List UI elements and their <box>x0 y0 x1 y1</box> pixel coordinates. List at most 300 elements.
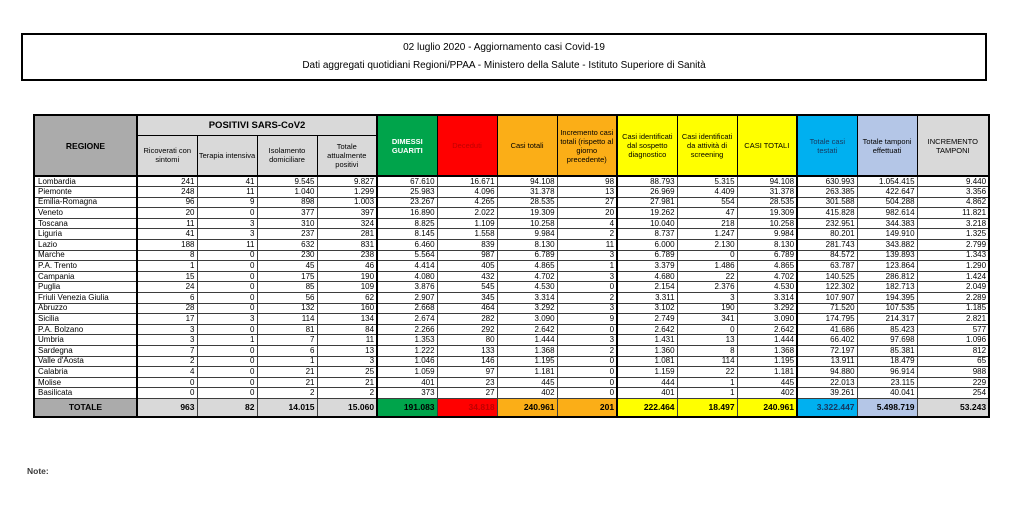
value-cell: 0 <box>197 282 257 293</box>
total-value-cell: 963 <box>137 398 197 417</box>
value-cell: 988 <box>917 367 989 378</box>
value-cell: 4.865 <box>497 261 557 272</box>
value-cell: 17 <box>137 314 197 325</box>
value-cell: 84 <box>317 324 377 335</box>
value-cell: 65 <box>917 356 989 367</box>
table-row-puglia <box>34 282 989 293</box>
col-header-incremento-tamponi: INCREMENTO TAMPONI <box>917 115 989 176</box>
value-cell: 190 <box>317 271 377 282</box>
value-cell: 190 <box>677 303 737 314</box>
col-header-ricoverati-con-sintomi: Ricoverati con sintomi <box>137 135 197 176</box>
value-cell: 3.090 <box>737 314 797 325</box>
value-cell: 324 <box>317 218 377 229</box>
total-value-cell: 14.015 <box>257 398 317 417</box>
region-cell: Molise <box>34 377 137 388</box>
value-cell: 28.535 <box>497 197 557 208</box>
col-header-totale-tamponi-effettuati: Totale tamponi effettuati <box>857 115 917 176</box>
value-cell: 229 <box>917 377 989 388</box>
value-cell: 21 <box>317 377 377 388</box>
value-cell: 39.261 <box>797 388 857 399</box>
value-cell: 85.423 <box>857 324 917 335</box>
value-cell: 1 <box>557 261 617 272</box>
value-cell: 282 <box>437 314 497 325</box>
value-cell: 2.668 <box>377 303 437 314</box>
value-cell: 6 <box>257 346 317 357</box>
value-cell: 3 <box>197 314 257 325</box>
value-cell: 2.642 <box>737 324 797 335</box>
value-cell: 0 <box>557 377 617 388</box>
value-cell: 6.460 <box>377 240 437 251</box>
value-cell: 122.302 <box>797 282 857 293</box>
region-cell: Emilia-Romagna <box>34 197 137 208</box>
value-cell: 133 <box>437 346 497 357</box>
value-cell: 0 <box>197 377 257 388</box>
total-value-cell: 5.498.719 <box>857 398 917 417</box>
value-cell: 28.535 <box>737 197 797 208</box>
value-cell: 109 <box>317 282 377 293</box>
value-cell: 1.059 <box>377 367 437 378</box>
value-cell: 85 <box>257 282 317 293</box>
value-cell: 41 <box>137 229 197 240</box>
value-cell: 218 <box>677 218 737 229</box>
value-cell: 28 <box>137 303 197 314</box>
value-cell: 8 <box>677 346 737 357</box>
region-cell: Lombardia <box>34 176 137 187</box>
value-cell: 81 <box>257 324 317 335</box>
value-cell: 72.197 <box>797 346 857 357</box>
value-cell: 812 <box>917 346 989 357</box>
total-value-cell: 15.060 <box>317 398 377 417</box>
value-cell: 281 <box>317 229 377 240</box>
value-cell: 22 <box>677 271 737 282</box>
value-cell: 3.379 <box>617 261 677 272</box>
value-cell: 10.258 <box>497 218 557 229</box>
table-row-molise <box>34 377 989 388</box>
value-cell: 4 <box>137 367 197 378</box>
value-cell: 7 <box>257 335 317 346</box>
value-cell: 2.130 <box>677 240 737 251</box>
value-cell: 0 <box>197 293 257 304</box>
value-cell: 46 <box>317 261 377 272</box>
value-cell: 4.865 <box>737 261 797 272</box>
value-cell: 577 <box>917 324 989 335</box>
value-cell: 248 <box>137 187 197 198</box>
value-cell: 3 <box>677 293 737 304</box>
total-value-cell: 82 <box>197 398 257 417</box>
value-cell: 292 <box>437 324 497 335</box>
value-cell: 0 <box>557 324 617 335</box>
region-cell: Sardegna <box>34 346 137 357</box>
value-cell: 24 <box>137 282 197 293</box>
table-row-p-a-bolzano <box>34 324 989 335</box>
value-cell: 11 <box>197 240 257 251</box>
value-cell: 1.368 <box>497 346 557 357</box>
value-cell: 1.325 <box>917 229 989 240</box>
value-cell: 9.545 <box>257 176 317 187</box>
value-cell: 20 <box>557 208 617 219</box>
value-cell: 2.799 <box>917 240 989 251</box>
value-cell: 1.558 <box>437 229 497 240</box>
value-cell: 3 <box>557 303 617 314</box>
region-cell: Basilicata <box>34 388 137 399</box>
value-cell: 2.154 <box>617 282 677 293</box>
value-cell: 13 <box>557 187 617 198</box>
value-cell: 3.876 <box>377 282 437 293</box>
value-cell: 397 <box>317 208 377 219</box>
value-cell: 0 <box>137 388 197 399</box>
col-header-casi-totali: CASI TOTALI <box>737 115 797 176</box>
col-header-totale-casi-testati: Totale casi testati <box>797 115 857 176</box>
value-cell: 1.222 <box>377 346 437 357</box>
value-cell: 1.185 <box>917 303 989 314</box>
value-cell: 2.289 <box>917 293 989 304</box>
value-cell: 3.090 <box>497 314 557 325</box>
value-cell: 6.789 <box>737 250 797 261</box>
value-cell: 11 <box>557 240 617 251</box>
total-value-cell: 222.464 <box>617 398 677 417</box>
value-cell: 5.564 <box>377 250 437 261</box>
title-line-2: Dati aggregati quotidiani Regioni/PPAA - Ministero della Salute - Istituto Superiore di Sanità <box>302 60 706 71</box>
col-header-casi-identificati-dal-sospetto-diagnostico: Casi identificati dal sospetto diagnostico <box>617 115 677 176</box>
table-row-sardegna <box>34 346 989 357</box>
value-cell: 3 <box>317 356 377 367</box>
value-cell: 23.267 <box>377 197 437 208</box>
table-row-campania <box>34 271 989 282</box>
value-cell: 4.080 <box>377 271 437 282</box>
value-cell: 139.893 <box>857 250 917 261</box>
total-value-cell: 18.497 <box>677 398 737 417</box>
value-cell: 2 <box>557 293 617 304</box>
value-cell: 149.910 <box>857 229 917 240</box>
table-row-piemonte <box>34 187 989 198</box>
value-cell: 56 <box>257 293 317 304</box>
col-header-casi-totali: Casi totali <box>497 115 557 176</box>
value-cell: 11 <box>137 218 197 229</box>
col-header-terapia-intensiva: Terapia intensiva <box>197 135 257 176</box>
value-cell: 146 <box>437 356 497 367</box>
col-header-incremento-casi-totali-rispetto-al-giorno-precedente: Incremento casi totali (rispetto al giorno precedente) <box>557 115 617 176</box>
total-value-cell: 240.961 <box>497 398 557 417</box>
value-cell: 174.795 <box>797 314 857 325</box>
total-value-cell: 53.243 <box>917 398 989 417</box>
value-cell: 4.530 <box>497 282 557 293</box>
value-cell: 310 <box>257 218 317 229</box>
value-cell: 11.821 <box>917 208 989 219</box>
table-row-umbria <box>34 335 989 346</box>
total-row <box>34 398 989 417</box>
value-cell: 0 <box>197 208 257 219</box>
value-cell: 1.003 <box>317 197 377 208</box>
table-row-p-a-trento <box>34 261 989 272</box>
value-cell: 41 <box>197 176 257 187</box>
region-cell: Sicilia <box>34 314 137 325</box>
value-cell: 1.343 <box>917 250 989 261</box>
value-cell: 132 <box>257 303 317 314</box>
table-row-toscana <box>34 218 989 229</box>
value-cell: 1.181 <box>497 367 557 378</box>
value-cell: 80.201 <box>797 229 857 240</box>
value-cell: 4.680 <box>617 271 677 282</box>
col-header-deceduti: Deceduti <box>437 115 497 176</box>
value-cell: 1.081 <box>617 356 677 367</box>
value-cell: 1.290 <box>917 261 989 272</box>
value-cell: 3.311 <box>617 293 677 304</box>
value-cell: 11 <box>317 335 377 346</box>
value-cell: 8.130 <box>497 240 557 251</box>
col-header-casi-identificati-da-attivit-di-screening: Casi identificati da attività di screening <box>677 115 737 176</box>
value-cell: 3.314 <box>497 293 557 304</box>
value-cell: 18.479 <box>857 356 917 367</box>
value-cell: 19.309 <box>497 208 557 219</box>
value-cell: 1.040 <box>257 187 317 198</box>
region-cell: Marche <box>34 250 137 261</box>
value-cell: 4.409 <box>677 187 737 198</box>
value-cell: 134 <box>317 314 377 325</box>
total-value-cell: 3.322.447 <box>797 398 857 417</box>
value-cell: 630.993 <box>797 176 857 187</box>
total-value-cell: 34.818 <box>437 398 497 417</box>
value-cell: 3.218 <box>917 218 989 229</box>
value-cell: 27 <box>557 197 617 208</box>
value-cell: 188 <box>137 240 197 251</box>
value-cell: 1.299 <box>317 187 377 198</box>
value-cell: 8.145 <box>377 229 437 240</box>
value-cell: 1.368 <box>737 346 797 357</box>
value-cell: 96 <box>137 197 197 208</box>
value-cell: 0 <box>677 250 737 261</box>
value-cell: 230 <box>257 250 317 261</box>
region-cell: Valle d'Aosta <box>34 356 137 367</box>
value-cell: 445 <box>737 377 797 388</box>
value-cell: 1.431 <box>617 335 677 346</box>
value-cell: 80 <box>437 335 497 346</box>
table-row-abruzzo <box>34 303 989 314</box>
table-row-valle-d-aosta <box>34 356 989 367</box>
value-cell: 2 <box>257 388 317 399</box>
value-cell: 67.610 <box>377 176 437 187</box>
value-cell: 0 <box>197 271 257 282</box>
value-cell: 1 <box>137 261 197 272</box>
value-cell: 345 <box>437 293 497 304</box>
value-cell: 238 <box>317 250 377 261</box>
value-cell: 632 <box>257 240 317 251</box>
value-cell: 0 <box>557 367 617 378</box>
value-cell: 0 <box>557 282 617 293</box>
value-cell: 341 <box>677 314 737 325</box>
value-cell: 19.309 <box>737 208 797 219</box>
value-cell: 71.520 <box>797 303 857 314</box>
value-cell: 45 <box>257 261 317 272</box>
value-cell: 401 <box>377 377 437 388</box>
value-cell: 7 <box>137 346 197 357</box>
value-cell: 0 <box>197 346 257 357</box>
value-cell: 63.787 <box>797 261 857 272</box>
covid-data-table <box>33 114 990 418</box>
value-cell: 0 <box>197 367 257 378</box>
value-cell: 62 <box>317 293 377 304</box>
value-cell: 3.314 <box>737 293 797 304</box>
region-cell: P.A. Bolzano <box>34 324 137 335</box>
value-cell: 2.642 <box>497 324 557 335</box>
table-row-sicilia <box>34 314 989 325</box>
table-row-lazio <box>34 240 989 251</box>
value-cell: 6.789 <box>497 250 557 261</box>
value-cell: 2.642 <box>617 324 677 335</box>
value-cell: 9.827 <box>317 176 377 187</box>
region-cell: Liguria <box>34 229 137 240</box>
value-cell: 0 <box>197 261 257 272</box>
value-cell: 4.702 <box>497 271 557 282</box>
col-header-isolamento-domiciliare: Isolamento domiciliare <box>257 135 317 176</box>
table-row-friuli-venezia-giulia <box>34 293 989 304</box>
value-cell: 41.686 <box>797 324 857 335</box>
table-row-basilicata <box>34 388 989 399</box>
table-row-marche <box>34 250 989 261</box>
value-cell: 5.315 <box>677 176 737 187</box>
value-cell: 0 <box>197 356 257 367</box>
value-cell: 831 <box>317 240 377 251</box>
value-cell: 241 <box>137 176 197 187</box>
value-cell: 1 <box>677 377 737 388</box>
value-cell: 9 <box>557 314 617 325</box>
value-cell: 2 <box>557 229 617 240</box>
value-cell: 8.130 <box>737 240 797 251</box>
value-cell: 21 <box>257 367 317 378</box>
value-cell: 21 <box>257 377 317 388</box>
value-cell: 85.381 <box>857 346 917 357</box>
col-header-totale-attualmente-positivi: Totale attualmente positivi <box>317 135 377 176</box>
value-cell: 2.376 <box>677 282 737 293</box>
value-cell: 140.525 <box>797 271 857 282</box>
value-cell: 343.882 <box>857 240 917 251</box>
region-cell: Umbria <box>34 335 137 346</box>
value-cell: 1 <box>677 388 737 399</box>
value-cell: 254 <box>917 388 989 399</box>
value-cell: 9.440 <box>917 176 989 187</box>
value-cell: 13.911 <box>797 356 857 367</box>
value-cell: 3 <box>197 218 257 229</box>
value-cell: 432 <box>437 271 497 282</box>
value-cell: 84.572 <box>797 250 857 261</box>
value-cell: 2.907 <box>377 293 437 304</box>
value-cell: 1.360 <box>617 346 677 357</box>
value-cell: 1 <box>257 356 317 367</box>
total-value-cell: 201 <box>557 398 617 417</box>
total-value-cell: 240.961 <box>737 398 797 417</box>
value-cell: 9.984 <box>737 229 797 240</box>
value-cell: 1.195 <box>737 356 797 367</box>
value-cell: 401 <box>617 388 677 399</box>
value-cell: 6.000 <box>617 240 677 251</box>
region-cell: Puglia <box>34 282 137 293</box>
value-cell: 107.535 <box>857 303 917 314</box>
value-cell: 94.108 <box>737 176 797 187</box>
value-cell: 3 <box>137 324 197 335</box>
value-cell: 8.825 <box>377 218 437 229</box>
region-cell: Veneto <box>34 208 137 219</box>
value-cell: 263.385 <box>797 187 857 198</box>
title-line-1: 02 luglio 2020 - Aggiornamento casi Covid-19 <box>403 42 605 53</box>
value-cell: 1.486 <box>677 261 737 272</box>
region-cell: Abruzzo <box>34 303 137 314</box>
value-cell: 94.880 <box>797 367 857 378</box>
value-cell: 2 <box>557 346 617 357</box>
col-header-dimessi-guariti: DIMESSI GUARITI <box>377 115 437 176</box>
table-row-emilia-romagna <box>34 197 989 208</box>
value-cell: 402 <box>737 388 797 399</box>
value-cell: 281.743 <box>797 240 857 251</box>
value-cell: 445 <box>497 377 557 388</box>
region-cell: Piemonte <box>34 187 137 198</box>
value-cell: 2.749 <box>617 314 677 325</box>
value-cell: 1.247 <box>677 229 737 240</box>
value-cell: 3 <box>197 229 257 240</box>
value-cell: 9.984 <box>497 229 557 240</box>
value-cell: 4.702 <box>737 271 797 282</box>
value-cell: 898 <box>257 197 317 208</box>
value-cell: 10.258 <box>737 218 797 229</box>
value-cell: 1.195 <box>497 356 557 367</box>
value-cell: 237 <box>257 229 317 240</box>
total-label-cell: TOTALE <box>34 398 137 417</box>
value-cell: 96.914 <box>857 367 917 378</box>
value-cell: 22.013 <box>797 377 857 388</box>
value-cell: 2.266 <box>377 324 437 335</box>
region-cell: Toscana <box>34 218 137 229</box>
value-cell: 214.317 <box>857 314 917 325</box>
value-cell: 40.041 <box>857 388 917 399</box>
value-cell: 1.159 <box>617 367 677 378</box>
value-cell: 0 <box>677 324 737 335</box>
value-cell: 1.444 <box>737 335 797 346</box>
col-group-positivi-sars-cov2: POSITIVI SARS-CoV2 <box>137 115 377 135</box>
value-cell: 6 <box>137 293 197 304</box>
value-cell: 4.096 <box>437 187 497 198</box>
value-cell: 3 <box>557 335 617 346</box>
note-label: Note: <box>27 466 49 476</box>
value-cell: 66.402 <box>797 335 857 346</box>
value-cell: 27.981 <box>617 197 677 208</box>
value-cell: 344.383 <box>857 218 917 229</box>
value-cell: 444 <box>617 377 677 388</box>
region-cell: Lazio <box>34 240 137 251</box>
total-value-cell: 191.083 <box>377 398 437 417</box>
value-cell: 504.288 <box>857 197 917 208</box>
value-cell: 2.674 <box>377 314 437 325</box>
table-row-calabria <box>34 367 989 378</box>
value-cell: 1.424 <box>917 271 989 282</box>
value-cell: 19.262 <box>617 208 677 219</box>
region-cell: Calabria <box>34 367 137 378</box>
region-cell: Friuli Venezia Giulia <box>34 293 137 304</box>
value-cell: 464 <box>437 303 497 314</box>
table-row-veneto <box>34 208 989 219</box>
value-cell: 3.292 <box>737 303 797 314</box>
value-cell: 2.049 <box>917 282 989 293</box>
value-cell: 301.588 <box>797 197 857 208</box>
value-cell: 2.821 <box>917 314 989 325</box>
value-cell: 0 <box>197 324 257 335</box>
value-cell: 422.647 <box>857 187 917 198</box>
value-cell: 4 <box>557 218 617 229</box>
value-cell: 405 <box>437 261 497 272</box>
value-cell: 982.614 <box>857 208 917 219</box>
value-cell: 97 <box>437 367 497 378</box>
value-cell: 9 <box>197 197 257 208</box>
value-cell: 3.356 <box>917 187 989 198</box>
value-cell: 182.713 <box>857 282 917 293</box>
value-cell: 1.046 <box>377 356 437 367</box>
